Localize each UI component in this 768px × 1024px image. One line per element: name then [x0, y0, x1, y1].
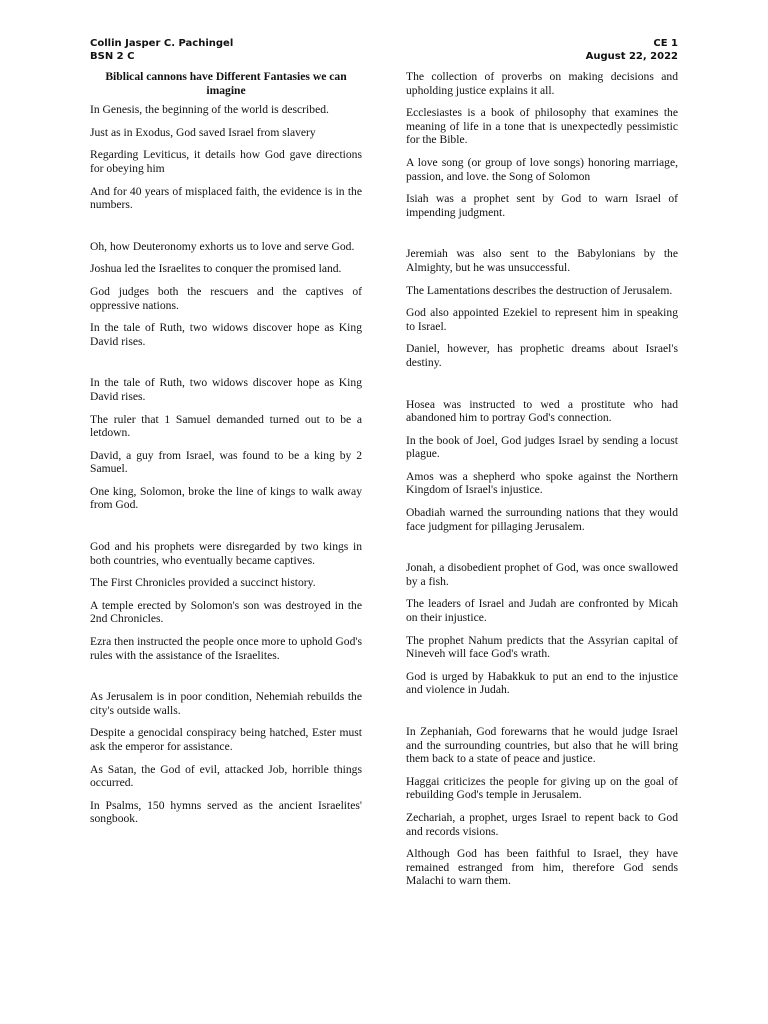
- paragraph: Isiah was a prophet sent by God to warn Israel of impending judgment.: [406, 192, 678, 219]
- stanza-gap: [406, 379, 678, 398]
- paragraph: Despite a genocidal conspiracy being hatched, Ester must ask the emperor for assistance.: [90, 726, 362, 753]
- paragraph: In Zephaniah, God forewarns that he would judge Israel and the surrounding countries, but also that he will bring them back to a state of peace and justice.: [406, 725, 678, 766]
- header-right: [586, 37, 678, 63]
- paragraph: In the tale of Ruth, two widows discover hope as King David rises.: [90, 321, 362, 348]
- paragraph: The Lamentations describes the destruction of Jerusalem.: [406, 283, 673, 297]
- paragraph: In Psalms, 150 hymns served as the ancient Israelites' songbook.: [90, 798, 362, 826]
- paragraph: The First Chronicles provided a succinct history.: [90, 576, 316, 590]
- paragraph: In Genesis, the beginning of the world is described.: [90, 103, 329, 117]
- stanza-gap: [90, 671, 362, 690]
- paragraph: Oh, how Deuteronomy exhorts us to love and serve God.: [90, 239, 355, 253]
- paragraph: Obadiah warned the surrounding nations that they would face judgment for pillaging Jerusalem.: [406, 506, 678, 533]
- document-date: August 22, 2022: [585, 51, 678, 62]
- paragraph: The collection of proverbs on making decisions and upholding justice explains it all.: [406, 70, 678, 97]
- stanza-gap: [406, 542, 678, 561]
- paragraph: God also appointed Ezekiel to represent him in speaking to Israel.: [406, 306, 678, 333]
- section-label: BSN 2 C: [90, 51, 135, 62]
- paragraph: Jeremiah was also sent to the Babylonians by the Almighty, but he was unsuccessful.: [406, 247, 678, 274]
- paragraph: Joshua led the Israelites to conquer the promised land.: [90, 262, 342, 276]
- paragraph: A love song (or group of love songs) honoring marriage, passion, and love. the Song of Solomon: [406, 155, 678, 183]
- author-name: Collin Jasper C. Pachingel: [90, 38, 234, 49]
- paragraph: God is urged by Habakkuk to put an end to the injustice and violence in Judah.: [406, 669, 678, 697]
- paragraph: The leaders of Israel and Judah are confronted by Micah on their injustice.: [406, 597, 678, 625]
- paragraph: As Jerusalem is in poor condition, Nehemiah rebuilds the city's outside walls.: [90, 690, 362, 717]
- paragraph: The ruler that 1 Samuel demanded turned out to be a letdown.: [90, 412, 362, 440]
- stanza-gap: [406, 706, 678, 725]
- paragraph: Hosea was instructed to wed a prostitute who had abandoned him to portray God's connection.: [406, 397, 678, 425]
- stanza-gap: [406, 228, 678, 247]
- paragraph: Zechariah, a prophet, urges Israel to repent back to God and records visions.: [406, 810, 678, 838]
- paragraph: Ecclesiastes is a book of philosophy that examines the meaning of life in a tone that is unexpectedly pessimistic for the Bible.: [406, 106, 678, 147]
- right-column: [406, 70, 678, 897]
- paragraph: God and his prophets were disregarded by two kings in both countries, who eventually became captives.: [90, 540, 362, 567]
- paragraph: God judges both the rescuers and the captives of oppressive nations.: [90, 284, 362, 312]
- paragraph: The prophet Nahum predicts that the Assyrian capital of Nineveh will face God's wrath.: [406, 633, 678, 661]
- paragraph: In the tale of Ruth, two widows discover hope as King David rises.: [90, 376, 362, 403]
- paragraph: Amos was a shepherd who spoke against the Northern Kingdom of Israel's injustice.: [406, 469, 678, 497]
- paragraph: As Satan, the God of evil, attacked Job, horrible things occurred.: [90, 762, 362, 790]
- paragraph: Although God has been faithful to Israel, they have remained estranged from him, therefore God sends Malachi to warn them.: [406, 847, 678, 888]
- paragraph: Daniel, however, has prophetic dreams about Israel's destiny.: [406, 342, 678, 369]
- course-code: CE 1: [653, 38, 678, 49]
- header-left: [90, 37, 233, 63]
- paragraph: Ezra then instructed the people once more to uphold God's rules with the assistance of the Israelites.: [90, 635, 362, 662]
- paragraph: Just as in Exodus, God saved Israel from slavery: [90, 125, 316, 139]
- left-column: [90, 70, 362, 835]
- stanza-gap: [90, 221, 362, 240]
- document-title: Biblical cannons have Different Fantasies we can imagine: [105, 70, 347, 97]
- paragraph: One king, Solomon, broke the line of kings to walk away from God.: [90, 484, 362, 512]
- paragraph: Regarding Leviticus, it details how God gave directions for obeying him: [90, 148, 362, 175]
- stanza-gap: [90, 357, 362, 376]
- paragraph: David, a guy from Israel, was found to be a king by 2 Samuel.: [90, 448, 362, 476]
- paragraph: And for 40 years of misplaced faith, the evidence is in the numbers.: [90, 184, 362, 212]
- paragraph: In the book of Joel, God judges Israel by sending a locust plague.: [406, 433, 678, 461]
- stanza-gap: [90, 521, 362, 540]
- paragraph: Jonah, a disobedient prophet of God, was once swallowed by a fish.: [406, 561, 678, 588]
- paragraph: Haggai criticizes the people for giving up on the goal of rebuilding God's temple in Jerusalem.: [406, 774, 678, 802]
- paragraph: A temple erected by Solomon's son was destroyed in the 2nd Chronicles.: [90, 598, 362, 626]
